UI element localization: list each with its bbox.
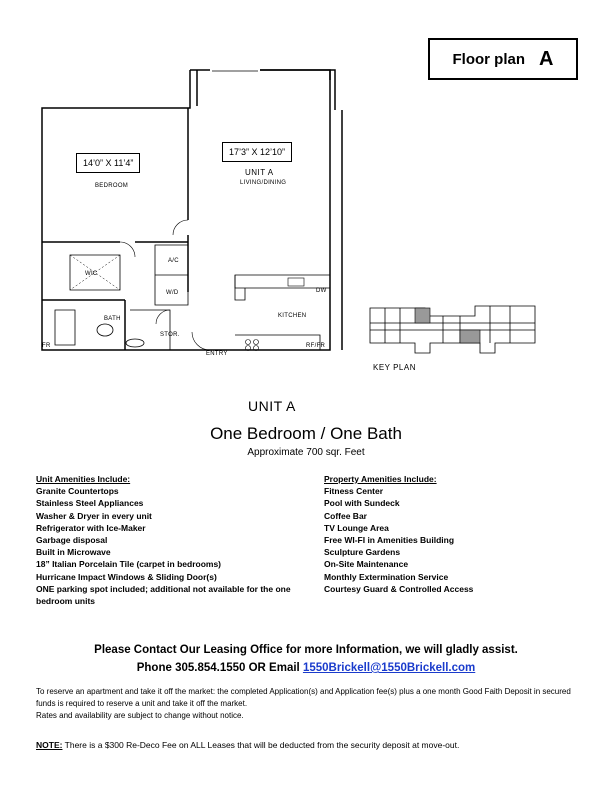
list-item: Fitness Center: [324, 486, 384, 497]
contact-phone: Phone 305.854.1550 OR Email: [136, 662, 303, 674]
list-item: 18” Italian Porcelain Tile (carpet in bedrooms): [36, 559, 222, 570]
room-label-wd: W/D: [166, 290, 179, 296]
room-label-rfr: RF/FR: [306, 343, 326, 349]
email-link[interactable]: 1550Brickell@1550Brickell.com: [302, 662, 476, 674]
fine-print: [36, 686, 581, 722]
room-label-kitchen: KITCHEN: [278, 313, 307, 319]
note-line: [36, 740, 596, 750]
unit-subtitle: One Bedroom / One Bath: [210, 424, 402, 443]
room-label-dw: DW: [316, 288, 327, 294]
contact-phone-line: [0, 659, 612, 677]
contact-line: Please Contact Our Leasing Office for more Information, we will gladly assist.: [94, 644, 518, 656]
list-item: Washer & Dryer in every unit: [36, 510, 152, 521]
note-label: NOTE:: [36, 740, 63, 750]
room-label-bath: BATH: [104, 316, 121, 322]
unit-amenities-list: [36, 473, 296, 607]
plan-letter: A: [539, 47, 554, 70]
contact-block: [0, 641, 612, 677]
unit-heading: UNIT A: [248, 398, 296, 414]
list-item: TV Lounge Area: [324, 522, 389, 533]
list-item: Hurricane Impact Windows & Sliding Door(s): [36, 571, 217, 582]
room-label-wic: WIC: [85, 271, 98, 277]
rates-text: Rates and availability are subject to change without notice.: [36, 711, 244, 720]
room-label-fr: FR: [42, 343, 51, 349]
living-dimensions: 17’3” X 12’10”: [222, 142, 292, 162]
key-plan-diagram: [365, 298, 540, 358]
room-label-living: LIVING/DINING: [240, 180, 287, 186]
list-item: ONE parking spot included; additional not available for the one bedroom units: [36, 583, 293, 607]
room-label-stor: STOR.: [160, 332, 180, 338]
list-item: Stainless Steel Appliances: [36, 498, 144, 509]
note-text: There is a $300 Re-Deco Fee on ALL Leases that will be deducted from the security deposit at move-out.: [62, 740, 460, 750]
list-item: Coffee Bar: [324, 510, 367, 521]
key-plan-label: KEY PLAN: [373, 363, 416, 372]
floor-plan-label: Floor plan: [452, 50, 526, 68]
floor-plan-drawing: [30, 60, 360, 360]
reserve-text: To reserve an apartment and take it off the market: the completed Application(s) and Application fee(s) plus a one month Good Faith Deposit in secured funds is required to reserve a unit and take it off the market.: [36, 687, 571, 708]
property-amenities-heading: Property Amenities Include:: [324, 474, 437, 484]
property-amenities-list: [324, 473, 574, 595]
bedroom-dimensions: 14’0” X 11’4”: [76, 153, 140, 173]
floor-plan-title-box: [428, 38, 578, 80]
list-item: Pool with Sundeck: [324, 498, 400, 509]
list-item: Built in Microwave: [36, 547, 111, 558]
list-item: Free WI-FI in Amenities Building: [324, 535, 455, 546]
list-item: Refrigerator with Ice-Maker: [36, 522, 146, 533]
list-item: Monthly Extermination Service: [324, 571, 449, 582]
room-label-entry: ENTRY: [206, 351, 228, 357]
list-item: Granite Countertops: [36, 486, 119, 497]
room-label-ac: A/C: [168, 258, 179, 264]
list-item: On-Site Maintenance: [324, 559, 409, 570]
room-label-bedroom: BEDROOM: [95, 183, 129, 189]
list-item: Sculpture Gardens: [324, 547, 401, 558]
unit-amenities-heading: Unit Amenities Include:: [36, 474, 131, 484]
list-item: Courtesy Guard & Controlled Access: [324, 583, 474, 594]
list-item: Garbage disposal: [36, 535, 108, 546]
room-label-unit: UNIT A: [245, 168, 274, 177]
approx-size: Approximate 700 sqr. Feet: [247, 447, 365, 458]
